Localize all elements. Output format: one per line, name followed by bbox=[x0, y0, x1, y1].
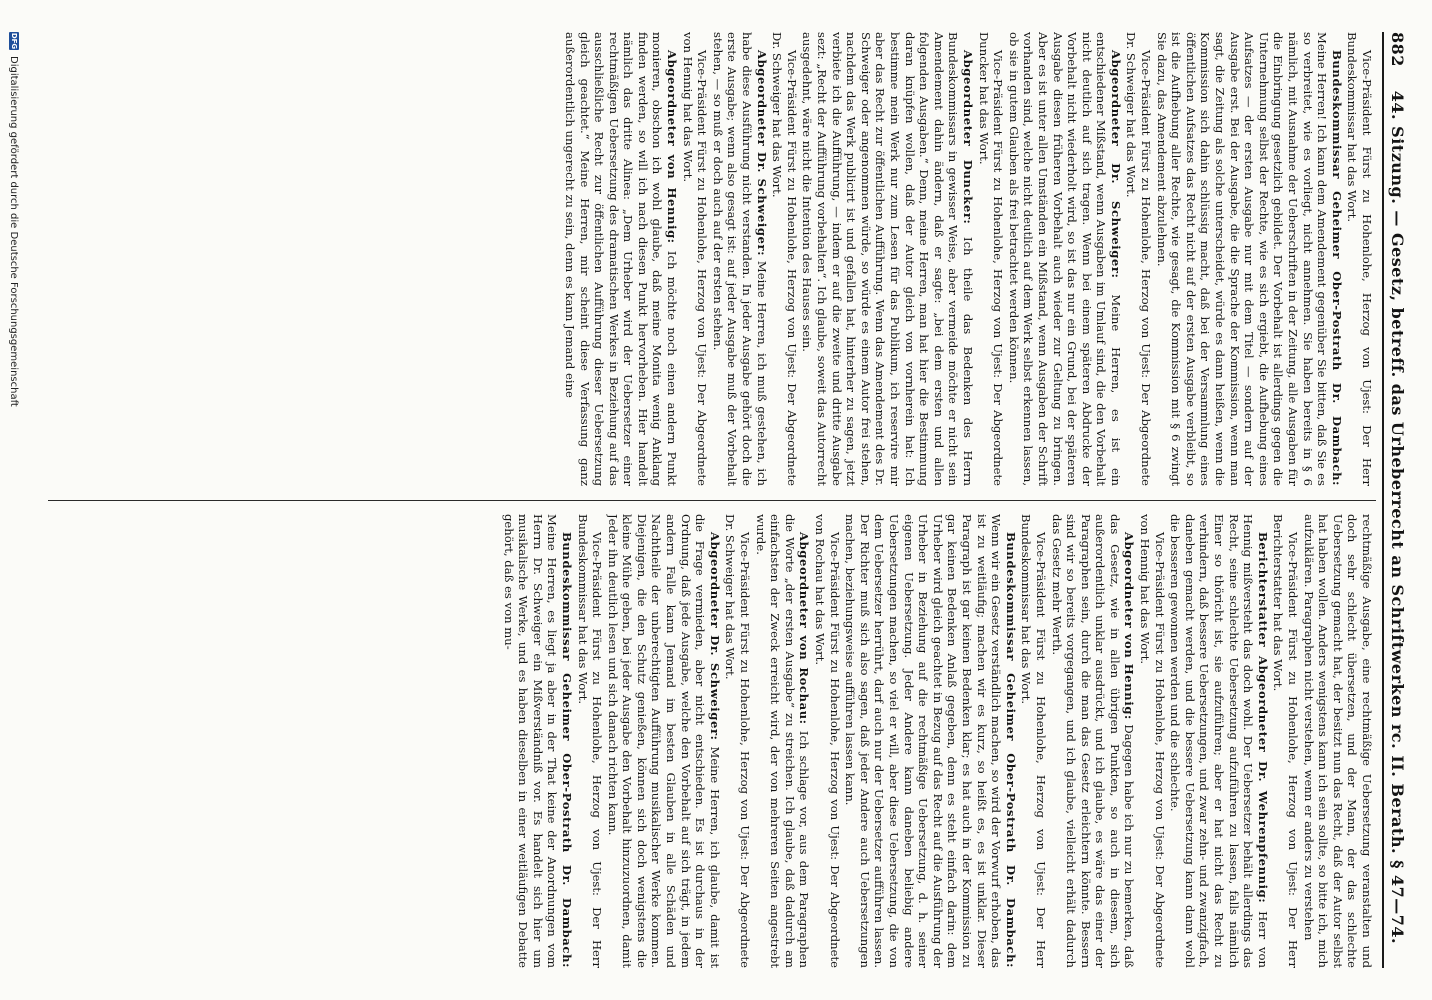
paragraph-text: Dagegen habe ich nur zu bemerken, daß das Gesetz, wie in allen übrigen Punkten, so auch in diesem, sich außerordentlich unklar ausdrückt, und ich glaube, es wäre das einer der Paragraphen sein, durch die man das Gesetz erleichtern könnte. Bessern sind wir so bereits vorgegangen, und ich glaube, vielleicht erhält dadurch das Gesetz mehr Werth. bbox=[1049, 514, 1137, 968]
paragraph bbox=[575, 514, 604, 968]
paragraph-text: Vice-Präsident Fürst zu Hohenlohe, Herzog von Ujest: Der Herr Bundeskommissar hat das Wort. bbox=[575, 514, 605, 968]
column-divider bbox=[48, 500, 1376, 501]
paragraph bbox=[770, 32, 799, 486]
paragraph bbox=[723, 514, 752, 968]
page-number: 882 bbox=[1388, 32, 1408, 67]
paragraph-text: Vice-Präsident Fürst zu Hohenlohe, Herzog von Ujest: Der Abgeordnete Duncker hat das Wort. bbox=[976, 32, 1006, 486]
right-column bbox=[40, 514, 1374, 968]
paragraph bbox=[1019, 514, 1048, 968]
paragraph-text: Meine Herren, es ist ein entschiedener Mißstand, wenn Ausgaben im Umlauf sind, die den Vorbehalt nicht deutlich auf sich tragen. Wenn bei einem späteren Abdrucke der Vorbehalt nicht wiederholt wird, so ist das nur ein Grund, bei der späteren Ausgabe diesen früheren Vorbehalt auch wieder zur Geltung zu bringen. Aber es ist unter allen Umständen ein Mißstand, wenn Ausgaben der Schrift vorhanden sind, welche nicht deutlich auf dem Werk selbst erkennen lassen, ob sie in gutem Glauben als frei betrachtet werden können. bbox=[1006, 32, 1123, 486]
page-title: 44. Sitzung. — Gesetz, betreff. das Urheberrecht an Schriftwerken rc. II. Berath. § 47—74. bbox=[1388, 90, 1408, 945]
paragraph bbox=[1168, 514, 1270, 968]
paragraph bbox=[843, 514, 1018, 968]
paragraph-text: Meine Herren! Ich kann dem Amendement gegenüber Sie bitten, daß Sie es so verbreitet, wie es vorliegt, nicht annehmen. Sie haben bereits in § 6 nämlich, mit Ausnahme der Ueberschriften in der Zeitung, alle Ausgaben für die Einbringung gesetzlich gebildet. Der Vorbehalt ist allerdings gegen die Unternehmung selbst der Rechte, wie es sich ergiebt, die Aufhebung eines Aufsatzes — der ersten Ausgabe nur mit dem Titel — sondern auf der Ausgabe erst. Bei der Ausgabe, die die Sprache der Kommission, wenn man sagt, die Zeitung als solche unterscheidet, würde es dann heißen, wenn die Kommission sich dahin schlüssig macht, daß bei der Versammlung eines öffentlichen Aufsatzes das Recht nicht auf der ersten Ausgabe verbleibt, so ist die Aufhebung aller Rechte, wie gesagt, die Kommission mit § 6 zwingt Sie dazu, das Amendement abzulehnen. bbox=[1154, 32, 1330, 486]
paragraph-text: Meine Herren, ich glaube, damit ist die Frage vermieden, aber nicht entschieden. Es ist durchaus in der Ordnung, daß jede Ausgabe, welche den Vorbehalt auf sich trägt, in jedem andern Falle kann Jemand im besten Glauben in alle Schäden und Nachtheile der unberechtigten Aufführung musikalischer Werke kommen. Diejenigen, die den Schutz genießen, können sich doch wenigstens die kleine Mühe geben, bei jeder Ausgabe den Vorbehalt hinzuzuordnen, damit Jeder ihn deutlich lesen und sich danach richten kann. bbox=[605, 514, 722, 968]
paragraph-text: Vice-Präsident Fürst zu Hohenlohe, Herzog von Ujest: Der Abgeordnete Dr. Schweiger hat das Wort. bbox=[1124, 32, 1154, 486]
paragraph bbox=[710, 32, 768, 486]
paragraph-text: Vice-Präsident Fürst zu Hohenlohe, Herzog von Ujest: Der Abgeordnete von Hennig hat das Wort. bbox=[1138, 514, 1167, 968]
speaker-name: Bundeskommissar Geheimer Ober-Postrath Dr. Dambach: bbox=[559, 532, 574, 968]
speaker-name: Abgeordneter von Hennig: bbox=[665, 50, 680, 244]
paragraph bbox=[800, 32, 975, 486]
paragraph-text: Vice-Präsident Fürst zu Hohenlohe, Herzog von Ujest: Der Herr Berichterstatter hat das Wort. bbox=[1271, 514, 1301, 968]
paragraph bbox=[1006, 32, 1123, 486]
paragraph-text: Vice-Präsident Fürst zu Hohenlohe, Herzog von Ujest: Der Herr Bundeskommissar hat das Wort. bbox=[1345, 32, 1374, 486]
paragraph bbox=[753, 514, 811, 968]
paragraph-text: Vice-Präsident Fürst zu Hohenlohe, Herzog von Ujest: Der Abgeordnete von Hennig hat das Wort. bbox=[680, 32, 710, 486]
paragraph-text: rechtmäßige Ausgabe, eine rechtmäßige Uebersetzung veranstalten und doch sehr schlecht übersetzen, und der Mann, der das schlechte Uebersetzung gemacht hat, der besitzt nun das Recht, daß der Autor selbst hat haben wollen. Anders wenigstens kann ich sein sollte, so bitte ich, mich aufzuklären. Paragraphen nicht verstehen, wenn er anders zu verstehen bbox=[1301, 514, 1374, 968]
paragraph bbox=[1049, 514, 1137, 968]
paragraph-text: Ich schlage vor, aus dem Paragraphen die Worte „der ersten Ausgabe“ zu streichen. Ich glaube, daß dadurch am einfachsten der Zweck erreicht wird, der von mehreren Seiten angestrebt wurde. bbox=[753, 514, 812, 968]
paragraph-text: Meine Herren, es liegt ja aber in der That keine der Anordnungen vom Herrn Dr. Schweiger ein Mißverständniß vor. Es handelt sich hier um musikalische Werke, und es haben dieselben in einer weitläufigen Debatte gehört, daß es von mu- bbox=[501, 514, 560, 968]
paragraph-text: Ich möchte noch einen andern Punkt monieren, obschon ich wohl glaube, daß meine Monita wenig Anklang finden werden, so will ich nach diesen Punkt hervorheben. Hier handelt nämlich das dritte Alinea: „Dem Urheber wird der Uebersetzer einer rechtmäßigen Uebersetzung des dramatischen Werkes in Beziehung auf das ausschließliche Recht zur öffentlichen Aufführung dieser Uebersetzung gleich geachtet.“ Meine Herren, mir scheint diese Verfassung ganz außerordentlich ungerecht zu sein, denn es kann Jemand eine bbox=[562, 32, 680, 486]
paragraph-text: Vice-Präsident Fürst zu Hohenlohe, Herzog von Ujest: Der Abgeordnete Dr. Schweiger hat das Wort. bbox=[770, 32, 799, 486]
paragraph bbox=[976, 32, 1005, 486]
paragraph bbox=[1154, 32, 1344, 486]
paragraph-text: Meine Herren, ich muß gestehen, ich habe diese Ausführung nicht verstanden. In jeder Ausgabe gehört doch die erste Ausgabe; wenn also gesagt ist: auf jeder Ausgabe muß der Vorbehalt stehen, — so muß er doch auch auf der ersten stehen. bbox=[710, 32, 769, 486]
paragraph bbox=[1301, 514, 1374, 968]
speaker-name: Abgeordneter Dr. Schweiger: bbox=[1108, 50, 1123, 279]
footer bbox=[4, 0, 24, 1000]
speaker-name: Abgeordneter Duncker: bbox=[960, 50, 975, 225]
paragraph-text: Ich theile das Bedenken des Herrn Bundeskommissars in gewisser Weise, aber vermeide möchte er nicht sein Amendement dahin ändern, daß er sagte: „bei dem ersten und allen folgenden Ausgaben.“ Denn, meine Herren, man hat hier die Bestimmung daran knüpfen wollen, daß der Autor gleich von vornherein hat: Ich bestimme mein Werk nur zum Lesen für das Publikum, ich reservire mir aber das Recht zur öffentlichen Aufführung. Wenn das Amendement des Dr. Schweiger oder angenommen würde, so würde es einem Autor frei stehen, nachdem das Werk publicirt ist und gefallen hat, hinterher zu sagen, jetzt verbiete ich die Aufführung, — indem er auf die zweite und dritte Ausgabe sezt: „Recht der Aufführung vorbehalten“. Ich glaube, soweit das Autorrecht ausgedehnt, wäre nicht die Intention des Hauses sein. bbox=[800, 32, 975, 486]
paragraph-text: Vice-Präsident Fürst zu Hohenlohe, Herzog von Ujest: Der Abgeordnete Dr. Schweiger hat das Wort. bbox=[723, 514, 753, 968]
footer-text: Digitalisierung gefördert durch die Deutsche Forschungsgemeinschaft bbox=[8, 56, 20, 407]
speaker-name: Abgeordneter Dr. Schweiger: bbox=[707, 532, 722, 741]
paragraph-text: Herr von Hennig mißversteht das doch wohl. Der Uebersetzer behält allerdings das Recht, seine schlechte Uebersetzung aufzuführen zu lassen, falls nämlich Einer so thöricht ist, sie aufzuführen; aber er hat nicht das Recht zu verhindern, daß bessere Uebersetzungen, und zwar zehn- und zwanzigfach, daneben gemacht werden, und die bessere Uebersetzung kann dann wohl die besseren gewonnen werden und die schlechte. bbox=[1168, 514, 1270, 968]
speaker-name: Abgeordneter Dr. Schweiger: bbox=[754, 50, 769, 257]
speaker-name: Bundeskommissar Geheimer Ober-Postrath Dr. Dambach: bbox=[1003, 532, 1018, 968]
paragraph bbox=[1124, 32, 1153, 486]
paragraph bbox=[501, 514, 574, 968]
speaker-name: Abgeordneter von Rochau: bbox=[797, 532, 812, 725]
speaker-name: Bundeskommissar Geheimer Ober-Postrath Dr. Dambach: bbox=[1329, 50, 1344, 486]
paragraph bbox=[1138, 514, 1167, 968]
running-head bbox=[1382, 32, 1412, 968]
paragraph bbox=[812, 514, 841, 968]
paragraph bbox=[562, 32, 679, 486]
speaker-name: Abgeordneter von Hennig: bbox=[1122, 532, 1137, 720]
dfg-logo-icon: DFG bbox=[10, 32, 18, 50]
speaker-name: Berichterstatter Abgeordneter Dr. Wehrenpfennig: bbox=[1255, 532, 1270, 904]
paragraph-text: Vice-Präsident Fürst zu Hohenlohe, Herzog von Ujest: Der Herr Bundeskommissar hat das Wort. bbox=[1019, 514, 1048, 968]
paragraph bbox=[680, 32, 709, 486]
paragraph bbox=[605, 514, 722, 968]
paragraph-text: Wenn wir ein Gesetz verständlich machen, so wird der Vorwurf erhoben, das ist zu weitläufig; machen wir es kurz, so heißt es, es ist unklar. Dieser Paragraph ist gar keinen Bedenken klar; es hat auch in der Kommission zu gar keinen Bedenken Anlaß gegeben, denn es steht einfach darin: dem Urheber wird gleich geachtet in Bezug auf das Recht auf die Ausführung der Urheber in Beziehung auf die rechtmäßige Uebersetzung, d. h. seiner eigenen Uebersetzung. Jeder Andere kann daneben beliebig andere Uebersetzungen machen, so viel er will, aber diese Uebersetzung, die von dem Uebersetzer herrührt, darf auch nur der Uebersetzer aufführen lassen. Der Richter muß sich also sagen, daß jeder Andere auch Uebersetzungen machen, beziehungsweise aufführen lassen kann. bbox=[843, 514, 1004, 968]
paragraph bbox=[1271, 514, 1300, 968]
paragraph bbox=[1345, 32, 1374, 486]
left-column bbox=[40, 32, 1374, 486]
paragraph-text: Vice-Präsident Fürst zu Hohenlohe, Herzog von Ujest: Der Abgeordnete von Rochau hat das Wort. bbox=[813, 514, 842, 968]
